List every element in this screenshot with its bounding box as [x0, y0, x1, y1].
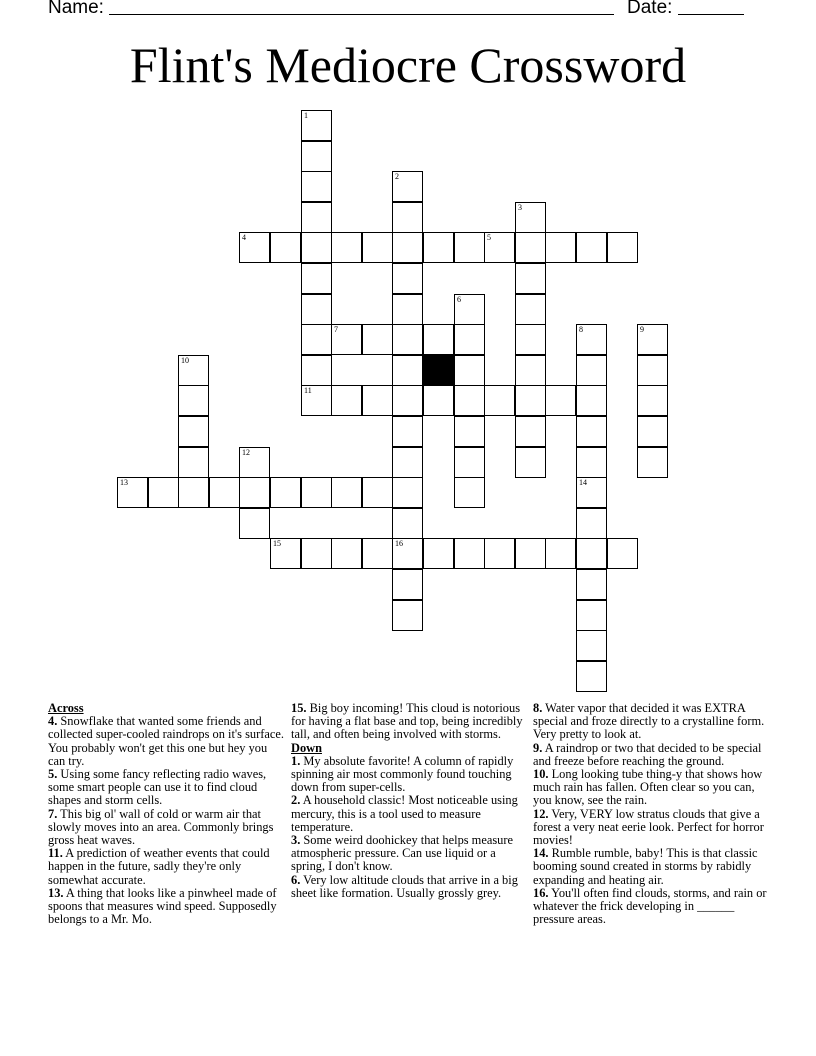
grid-cell[interactable] — [392, 416, 423, 447]
grid-cell[interactable] — [178, 355, 209, 386]
clue-column-1 — [48, 702, 284, 926]
cell-number: 1 — [304, 111, 308, 120]
cell-number: 7 — [334, 325, 338, 334]
grid-cell[interactable] — [576, 232, 607, 263]
cell-number: 8 — [579, 325, 583, 334]
grid-cell[interactable] — [576, 661, 607, 692]
cell-number: 14 — [579, 478, 587, 487]
name-label: Name: — [48, 0, 104, 18]
grid-cell[interactable] — [301, 477, 332, 508]
grid-cell[interactable] — [576, 416, 607, 447]
grid-cell[interactable] — [484, 232, 515, 263]
grid-cell[interactable] — [392, 294, 423, 325]
grid-cell[interactable] — [178, 385, 209, 416]
grid-cell[interactable] — [515, 324, 546, 355]
grid-cell[interactable] — [301, 263, 332, 294]
grid-cell[interactable] — [301, 110, 332, 141]
grid-cell[interactable] — [484, 385, 515, 416]
clue-across-15: 15. Big boy incoming! This cloud is notorious for having a flat base and top, being incredibly tall, and often being involved with storms. — [291, 701, 523, 742]
cell-number: 10 — [181, 356, 189, 365]
grid-cell[interactable] — [117, 477, 148, 508]
grid-cell[interactable] — [301, 324, 332, 355]
grid-cell[interactable] — [392, 477, 423, 508]
grid-cell[interactable] — [148, 477, 179, 508]
grid-cell[interactable] — [239, 508, 270, 539]
grid-cell[interactable] — [270, 477, 301, 508]
grid-cell[interactable] — [454, 385, 485, 416]
grid-cell[interactable] — [454, 294, 485, 325]
grid-cell[interactable] — [331, 538, 362, 569]
grid-cell[interactable] — [178, 447, 209, 478]
grid-cell[interactable] — [545, 232, 576, 263]
grid-cell[interactable] — [392, 232, 423, 263]
clue-down-9: 9. A raindrop or two that decided to be special and freeze before reaching the ground. — [533, 740, 762, 768]
grid-cell[interactable] — [637, 416, 668, 447]
grid-cell[interactable] — [515, 202, 546, 233]
grid-cell[interactable] — [637, 447, 668, 478]
cell-number: 16 — [395, 539, 403, 548]
clue-across-5: 5. Using some fancy reflecting radio waves, some smart people can use it to find cloud shapes and storm cells. — [48, 767, 267, 808]
clue-across-4: 4. Snowflake that wanted some friends and collected super-cooled raindrops on it's surface. You probably won't get this one but hey you can try. — [48, 714, 284, 768]
grid-cell[interactable] — [362, 385, 393, 416]
grid-cell[interactable] — [239, 447, 270, 478]
grid-cell[interactable] — [239, 232, 270, 263]
grid-cell[interactable] — [178, 477, 209, 508]
down-heading: Down — [291, 740, 322, 755]
grid-cell[interactable] — [576, 508, 607, 539]
grid-cell[interactable] — [454, 232, 485, 263]
clue-column-3 — [533, 702, 769, 926]
grid-cell[interactable] — [515, 232, 546, 263]
grid-cell[interactable] — [576, 630, 607, 661]
grid-cell[interactable] — [239, 477, 270, 508]
clue-down-2: 2. A household classic! Most noticeable using mercury, this is a tool used to measure temperature. — [291, 793, 518, 834]
grid-cell[interactable] — [484, 538, 515, 569]
grid-cell[interactable] — [576, 447, 607, 478]
grid-cell[interactable] — [454, 324, 485, 355]
grid-cell[interactable] — [362, 232, 393, 263]
clue-down-10: 10. Long looking tube thing-y that shows how much rain has fallen. Often clear so you can, you know, see the rain. — [533, 767, 763, 808]
cell-number: 4 — [242, 233, 246, 242]
grid-cell[interactable] — [515, 538, 546, 569]
cell-number: 11 — [304, 386, 312, 395]
grid-cell[interactable] — [331, 477, 362, 508]
cell-number: 3 — [518, 203, 522, 212]
grid-cell[interactable] — [423, 538, 454, 569]
grid-cell[interactable] — [545, 385, 576, 416]
blocked-cell — [423, 355, 454, 386]
grid-cell[interactable] — [392, 263, 423, 294]
clue-down-6: 6. Very low altitude clouds that arrive in a big sheet like formation. Usually grossly grey. — [291, 872, 518, 900]
grid-cell[interactable] — [576, 477, 607, 508]
cell-number: 6 — [457, 295, 461, 304]
grid-cell[interactable] — [423, 324, 454, 355]
grid-cell[interactable] — [362, 477, 393, 508]
grid-cell[interactable] — [576, 600, 607, 631]
clue-down-8: 8. Water vapor that decided it was EXTRA special and froze directly to a crystalline form. Very pretty to look at. — [533, 701, 765, 742]
grid-cell[interactable] — [515, 263, 546, 294]
cell-number: 13 — [120, 478, 128, 487]
grid-cell[interactable] — [270, 538, 301, 569]
grid-cell[interactable] — [392, 324, 423, 355]
grid-cell[interactable] — [331, 324, 362, 355]
grid-cell[interactable] — [301, 355, 332, 386]
grid-cell[interactable] — [392, 355, 423, 386]
grid-cell[interactable] — [392, 538, 423, 569]
date-label: Date: — [627, 0, 673, 18]
puzzle-title: Flint's Mediocre Crossword — [129, 37, 687, 93]
grid-cell[interactable] — [515, 447, 546, 478]
grid-cell[interactable] — [270, 232, 301, 263]
grid-cell[interactable] — [209, 477, 240, 508]
grid-cell[interactable] — [454, 447, 485, 478]
grid-cell[interactable] — [576, 569, 607, 600]
grid-cell[interactable] — [576, 324, 607, 355]
grid-cell[interactable] — [301, 171, 332, 202]
grid-cell[interactable] — [392, 171, 423, 202]
grid-cell[interactable] — [576, 538, 607, 569]
grid-cell[interactable] — [331, 385, 362, 416]
grid-cell[interactable] — [392, 600, 423, 631]
grid-cell[interactable] — [637, 324, 668, 355]
grid-cell[interactable] — [454, 538, 485, 569]
grid-cell[interactable] — [301, 202, 332, 233]
grid-cell[interactable] — [607, 232, 638, 263]
grid-cell[interactable] — [362, 538, 393, 569]
clue-across-7: 7. This big ol' wall of cold or warm air that slowly moves into an area. Commonly brings gross heat waves. — [48, 806, 274, 848]
cell-number: 5 — [487, 233, 491, 242]
grid-cell[interactable] — [637, 385, 668, 416]
grid-cell[interactable] — [301, 538, 332, 569]
grid-cell[interactable] — [545, 538, 576, 569]
grid-cell[interactable] — [392, 447, 423, 478]
cell-number: 15 — [273, 539, 281, 548]
grid-cell[interactable] — [392, 569, 423, 600]
grid-cell[interactable] — [301, 385, 332, 416]
grid-cell[interactable] — [515, 294, 546, 325]
cell-number: 2 — [395, 172, 399, 181]
grid-cell[interactable] — [423, 385, 454, 416]
clue-down-1: 1. My absolute favorite! A column of rapidly spinning air most commonly found touching down from super-cells. — [291, 753, 514, 795]
grid-cell[interactable] — [576, 385, 607, 416]
grid-cell[interactable] — [515, 385, 546, 416]
clue-down-3: 3. Some weird doohickey that helps measure atmospheric pressure. Can use liquid or a spring, I don't know. — [291, 833, 513, 874]
grid-cell[interactable] — [178, 416, 209, 447]
cell-number: 12 — [242, 448, 250, 457]
grid-cell[interactable] — [515, 416, 546, 447]
clue-across-11: 11. A prediction of weather events that could happen in the future, sadly they're only somewhat accurate. — [48, 846, 270, 887]
grid-cell[interactable] — [301, 232, 332, 263]
clue-across-13: 13. A thing that looks like a pinwheel made of spoons that measures wind speed. Supposedly belongs to a Mr. Mo. — [48, 885, 277, 927]
across-heading: Across — [48, 701, 84, 715]
grid-cell[interactable] — [423, 232, 454, 263]
clue-column-2 — [291, 702, 527, 900]
grid-cell[interactable] — [607, 538, 638, 569]
clue-down-16: 16. You'll often find clouds, storms, and rain or whatever the frick developing in ______ pressure areas. — [533, 885, 767, 927]
clue-down-12: 12. Very, VERY low stratus clouds that give a forest a very neat eerie look. Perfect for horror movies! — [533, 806, 764, 848]
grid-cell[interactable] — [362, 324, 393, 355]
grid-cell[interactable] — [515, 355, 546, 386]
grid-cell[interactable] — [301, 141, 332, 172]
grid-cell[interactable] — [454, 416, 485, 447]
grid-cell[interactable] — [392, 508, 423, 539]
clue-down-14: 14. Rumble rumble, baby! This is that classic booming sound created in storms by rabidly expanding and heating air. — [533, 846, 758, 887]
cell-number: 9 — [640, 325, 644, 334]
grid-cell[interactable] — [392, 202, 423, 233]
grid-cell[interactable] — [392, 385, 423, 416]
grid-cell[interactable] — [637, 355, 668, 386]
grid-cell[interactable] — [331, 232, 362, 263]
grid-cell[interactable] — [454, 477, 485, 508]
grid-cell[interactable] — [576, 355, 607, 386]
grid-cell[interactable] — [301, 294, 332, 325]
grid-cell[interactable] — [454, 355, 485, 386]
